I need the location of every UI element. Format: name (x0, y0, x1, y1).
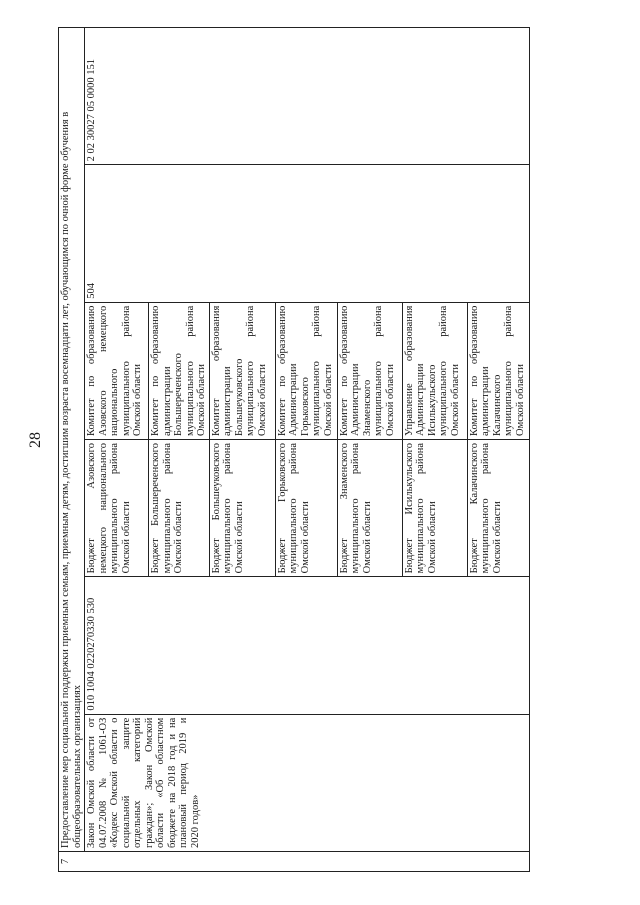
table-header-row (59, 28, 85, 872)
budget-name: Бюджет Большереченского муниципального района Омской области (149, 440, 210, 577)
row-number: 7 (59, 852, 530, 872)
budget-name: Бюджет Азовского немецкого национального муниципального района Омской области (85, 440, 149, 577)
administrator-name: Комитет по образованию администрации Большереченского муниципального района Омской области (149, 302, 210, 439)
administrator-name: Управление образования Администрации Исилькульского муниципального района Омской области (402, 302, 467, 439)
rotated-table-wrap (58, 27, 530, 872)
distribution-table (58, 27, 530, 872)
administrator-name: Комитет по образованию Азовского немецкого национального муниципального района Омской области (85, 302, 149, 439)
budget-name: Бюджет Горьковского муниципального района Омской области (275, 440, 337, 577)
page-number: 28 (27, 432, 44, 448)
budget-name: Бюджет Большеуковского муниципального района Омской области (209, 440, 275, 577)
table-row (85, 28, 149, 872)
administrator-name: Комитет по образованию Администрации Горьковского муниципального района Омской области (275, 302, 337, 439)
expense-code: 504 (85, 165, 530, 302)
administrator-name: Комитет по образованию администрации Калачинского муниципального района Омской области (467, 302, 530, 439)
budget-name: Бюджет Исилькульского муниципального района Омской области (402, 440, 467, 577)
administrator-name: Комитет образования администрации Большеуковского муниципального района Омской области (209, 302, 275, 439)
revenue-code: 2 02 30027 05 0000 151 (85, 28, 530, 165)
administrator-name: Комитет по образованию Администрации Знаменского муниципального района Омской области (337, 302, 402, 439)
budget-name: Бюджет Калачинского муниципального района Омской области (467, 440, 530, 577)
budget-classification-code: 010 1004 0220270330 530 (85, 577, 530, 714)
legal-basis: Закон Омской области от 04.07.2008 № 1061-ОЗ «Кодекс Омской области о социальной защите отдельных категорий граждан»; Закон Омской области «Об областном бюджете на 2018 год и на плановый период 2019 и 2020 годов» (85, 714, 530, 851)
budget-name: Бюджет Знаменского муниципального района Омской области (337, 440, 402, 577)
measure-title: Предоставление мер социальной поддержки приемным семьям, приемным детям, достигшим возраста восемнадцати лет, обучающимся по очной форме обучения в общеобразовательных организациях (59, 28, 85, 852)
